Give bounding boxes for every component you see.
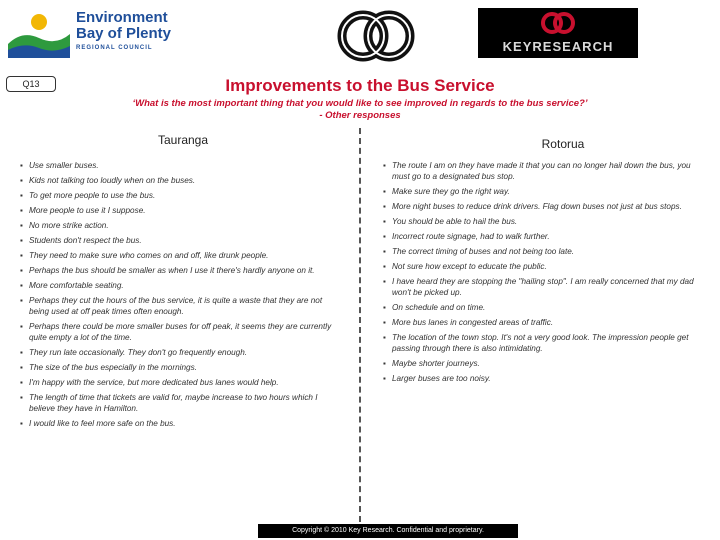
list-item: ▪ To get more people to use the bus. [20, 190, 340, 201]
list-item: ▪ They run late occasionally. They don't go frequently enough. [20, 347, 340, 358]
list-item: ▪ The route I am on they have made it that you can no longer hail down the bus, you must go to a designated bus stop. [383, 160, 703, 182]
list-item: ▪ Kids not talking too loudly when on the buses. [20, 175, 340, 186]
key-research-mark-icon [538, 10, 578, 36]
list-item: ▪ Larger buses are too noisy. [383, 373, 703, 384]
list-item: ▪ You should be able to hail the bus. [383, 216, 703, 227]
list-item: ▪ They need to make sure who comes on and off, like drunk people. [20, 250, 340, 261]
list-item: ▪ Maybe shorter journeys. [383, 358, 703, 369]
rotorua-responses-list [383, 160, 703, 388]
list-item: ▪ More people to use it I suppose. [20, 205, 340, 216]
list-item: ▪ I'm happy with the service, but more dedicated bus lanes would help. [20, 377, 340, 388]
list-item: ▪ Make sure they go the right way. [383, 186, 703, 197]
list-item: ▪ More bus lanes in congested areas of traffic. [383, 317, 703, 328]
list-item: ▪ The size of the bus especially in the mornings. [20, 362, 340, 373]
list-item: ▪ Incorrect route signage, had to walk further. [383, 231, 703, 242]
list-item: ▪ Use smaller buses. [20, 160, 340, 171]
list-item: ▪ Perhaps the bus should be smaller as when I use it there's hardly anyone on it. [20, 265, 340, 276]
env-logo-council: REGIONAL COUNCIL [76, 45, 153, 51]
list-item: ▪ No more strike action. [20, 220, 340, 231]
list-item: ▪ The length of time that tickets are valid for, maybe increase to two hours which I believe they have in Hamilton. [20, 392, 340, 414]
env-logo-text [76, 10, 171, 53]
list-item: ▪ More comfortable seating. [20, 280, 340, 291]
column-divider [359, 128, 361, 522]
tauranga-responses-list [20, 160, 340, 433]
env-bop-emblem-icon [6, 8, 72, 58]
list-item: ▪ I have heard they are stopping the "hailing stop". I am really concerned that my dad won't be picked up. [383, 276, 703, 298]
list-item: ▪ I would like to feel more safe on the bus. [20, 418, 340, 429]
column-title-rotorua: Rotorua [541, 137, 585, 151]
list-item: ▪ More night buses to reduce drink drivers. Flag down buses not just at bus stops. [383, 201, 703, 212]
list-item: ▪ Perhaps they cut the hours of the bus service, it is quite a waste that they are not being used at off peak times often enough. [20, 295, 340, 317]
copyright-footer: Copyright © 2010 Key Research. Confidential and proprietary. [258, 524, 518, 538]
environment-bay-of-plenty-logo [4, 4, 172, 60]
column-title-tauranga: Tauranga [157, 133, 209, 147]
list-item: ▪ Perhaps there could be more smaller buses for off peak, it seems they are currently quite empty a lot of the time. [20, 321, 340, 343]
list-item: ▪ Not sure how except to educate the public. [383, 261, 703, 272]
list-item: ▪ On schedule and on time. [383, 302, 703, 313]
env-logo-line1: Environment [76, 9, 168, 26]
page-title: Improvements to the Bus Service [225, 76, 495, 95]
list-item: ▪ The correct timing of buses and not being too late. [383, 246, 703, 257]
key-research-wordmark: KEYRESEARCH [502, 39, 614, 54]
interlocking-rings-icon [336, 8, 416, 64]
key-research-logo [478, 8, 638, 58]
list-item: ▪ The location of the town stop. It's not a very good look. The impression people get passing through there is also intimidating. [383, 332, 703, 354]
env-logo-line2: Bay of Plenty [76, 25, 172, 42]
list-item: ▪ Students don't respect the bus. [20, 235, 340, 246]
survey-question: ‘What is the most important thing that you would like to see improved in regards to the bus service?’ - Other responses [132, 98, 588, 121]
question-number-badge: Q13 [6, 76, 56, 92]
